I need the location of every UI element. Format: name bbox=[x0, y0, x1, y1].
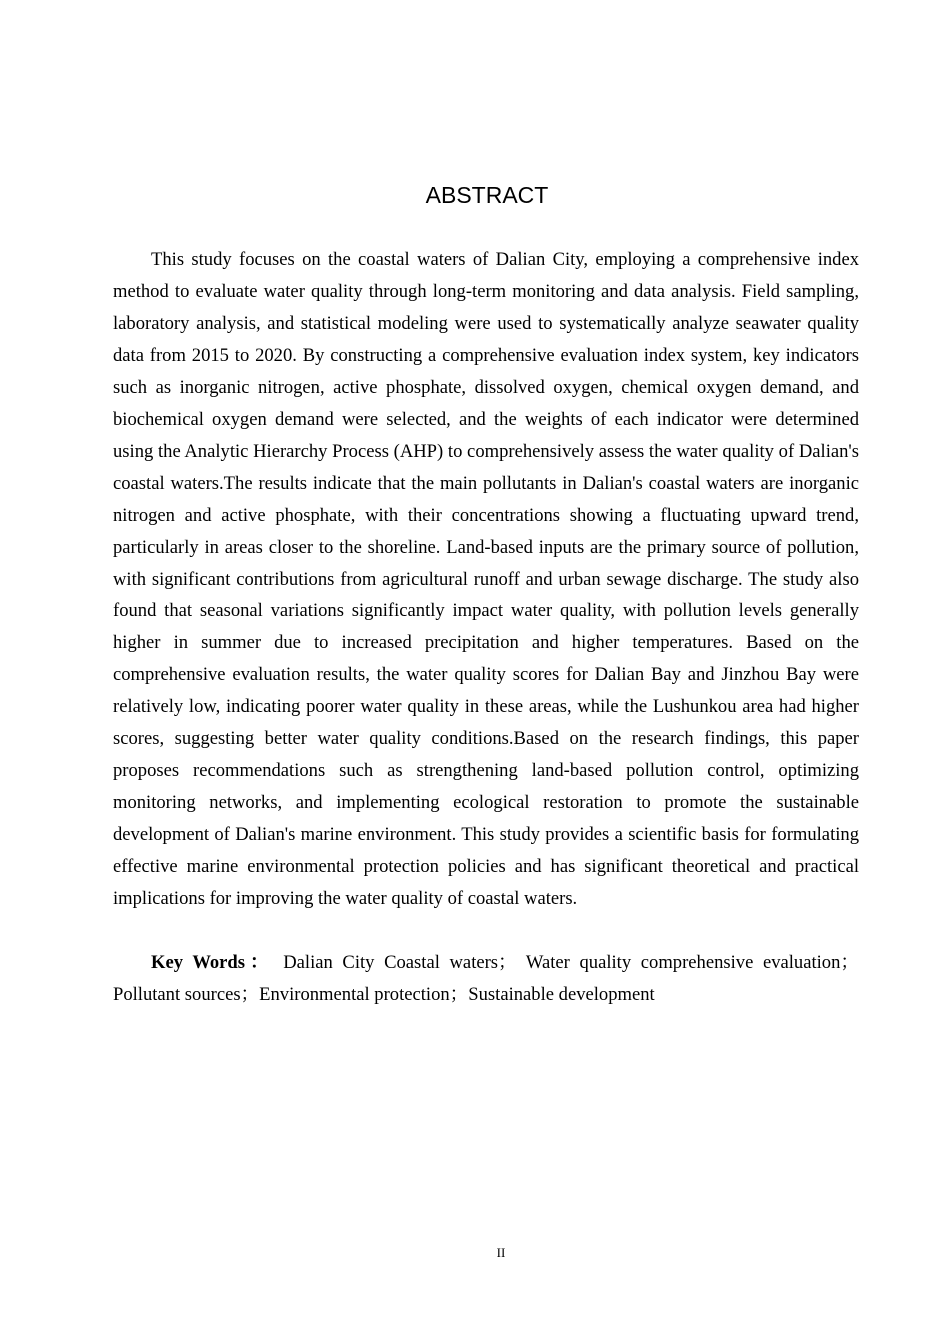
abstract-title: ABSTRACT bbox=[425, 182, 549, 208]
page-number: II bbox=[496, 1245, 506, 1260]
keywords-label: Key Words： bbox=[151, 952, 274, 973]
keywords-paragraph bbox=[113, 947, 859, 1010]
keywords-text: Dalian City Coastal waters； Water quality comprehensive evaluation；Pollutant sources；Environmental protection；Sustainable development bbox=[113, 952, 859, 1005]
abstract-body: This study focuses on the coastal waters of Dalian City, employing a comprehensive index method to evaluate water quality through long-term monitoring and data analysis. Field sampling, laboratory analysis, and statistical modeling were used to systematically analyze seawater quality data from 2015 to 2020. By constructing a comprehensive evaluation index system, key indicators such as inorganic nitrogen, active phosphate, dissolved oxygen, chemical oxygen demand, and biochemical oxygen demand were selected, and the weights of each indicator were determined using the Analytic Hierarchy Process (AHP) to comprehensively assess the water quality of Dalian's coastal waters.The results indicate that the main pollutants in Dalian's coastal waters are inorganic nitrogen and active phosphate, with their concentrations showing a fluctuating upward trend, particularly in areas closer to the shoreline. Land-based inputs are the primary source of pollution, with significant contributions from agricultural runoff and urban sewage discharge. The study also found that seasonal variations significantly impact water quality, with pollution levels generally higher in summer due to increased precipitation and higher temperatures. Based on the comprehensive evaluation results, the water quality scores for Dalian Bay and Jinzhou Bay were relatively low, indicating poorer water quality in these areas, while the Lushunkou area had higher scores, suggesting better water quality conditions.Based on the research findings, this paper proposes recommendations such as strengthening land-based pollution control, optimizing monitoring networks, and implementing ecological restoration to promote the sustainable development of Dalian's marine environment. This study provides a scientific basis for formulating effective marine environmental protection policies and has significant theoretical and practical implications for improving the water quality of coastal waters. bbox=[113, 249, 859, 910]
